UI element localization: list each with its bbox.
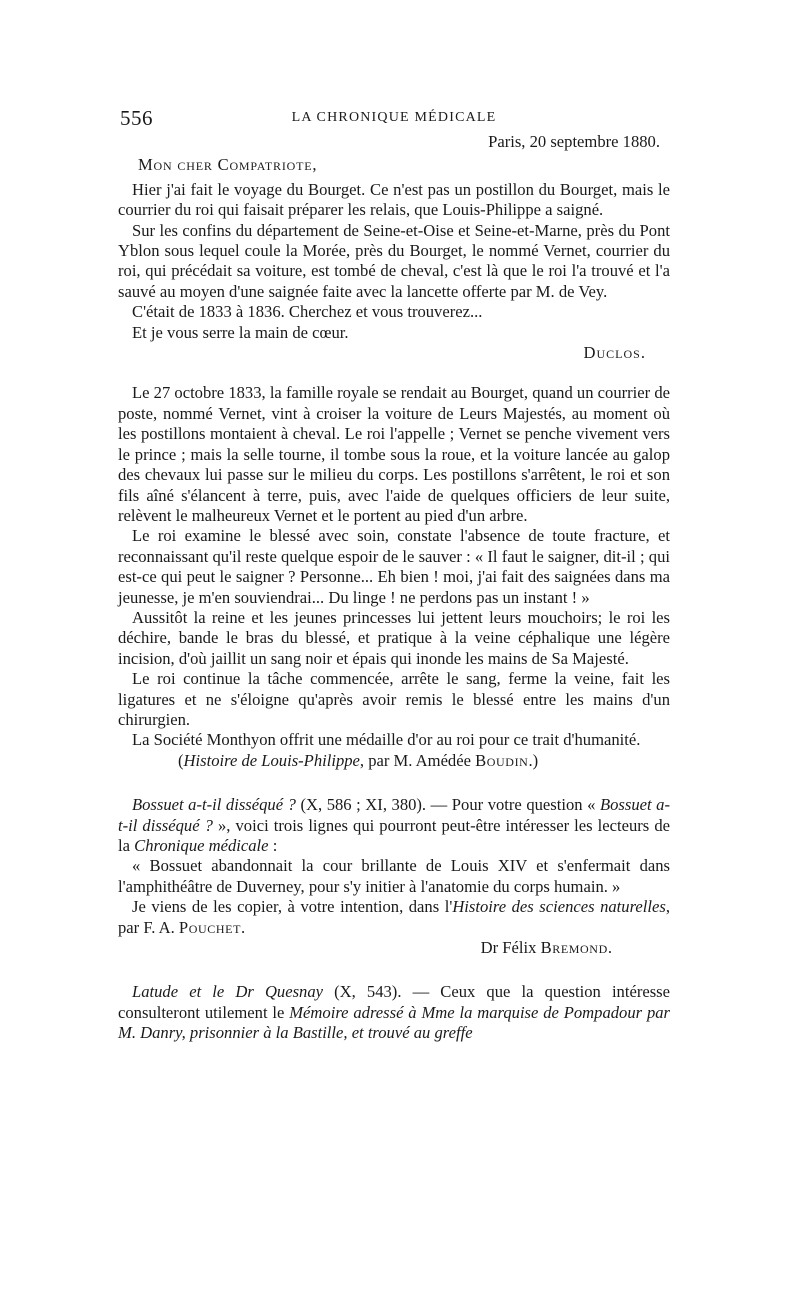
- running-title: LA CHRONIQUE MÉDICALE: [291, 110, 497, 125]
- letter-signature: Duclos.: [583, 343, 646, 363]
- page-number: 556: [120, 106, 153, 130]
- bossuet-title: Bossuet a-t-il disséqué ?: [132, 795, 296, 815]
- letter-paragraph: Hier j'ai fait le voyage du Bourget. Ce n'est pas un postillon du Bourget, mais le courrier du roi qui faisait préparer les relais, que Louis-Philippe a saigné.: [118, 179, 670, 220]
- narrative-paragraph: Le 27 octobre 1833, la famille royale se rendait au Bourget, quand un courrier de poste, nommé Vernet, vint à croiser la voiture de Leurs Majestés, au moment où les postillons montaient à cheval. Le roi l'appelle ; Vernet se penche vivement vers le prince ; mais la selle tourne, il tombe sous la roue, et la voiture lancée au galop des chevaux lui passe sur le milieu du corps. Les postillons s'arrêtent, le roi et son fils aîné s'élancent à terre, puis, avec l'aide de quelques officiers de leur suite, relèvent le malheureux Vernet et le portent au pied d'un arbre.: [118, 383, 670, 525]
- letter-paragraph: Et je vous serre la main de cœur.: [132, 322, 349, 342]
- page-body: [118, 132, 670, 1044]
- latude-entry: Latude et le Dr Quesnay (X, 543). — Ceux que la question intéresse consulteront utilement le Mémoire adressé à Mme la marquise de Pompadour par M. Danry, prisonnier à la Bastille, et trouvé au greffe: [118, 982, 670, 1043]
- latude-title: Latude et le Dr Quesnay: [132, 982, 324, 1002]
- bossuet-source: Je viens de les copier, à votre intention, dans l'Histoire des sciences naturelles, par F. A. Pouchet.: [118, 897, 670, 937]
- page-header: [120, 106, 668, 132]
- narrative-paragraph: Le roi examine le blessé avec soin, constate l'absence de toute fracture, et reconnaissant qu'il reste quelque espoir de le sauver : « Il faut le saigner, dit-il ; qui est-ce qui peut le saigner ? Personne... Eh bien ! moi, j'ai fait des saignées dans ma jeunesse, je m'en souviendrai... Du linge ! ne perdons pas un instant ! »: [118, 526, 670, 607]
- bossuet-signature: Dr Félix Bremond.: [480, 938, 612, 958]
- letter-paragraph: Sur les confins du département de Seine-et-Oise et Seine-et-Marne, près du Pont Yblon sous lequel coule la Morée, près du Bourget, le nommé Vernet, courrier du roi, qui précédait sa voiture, est tombé de cheval, c'est là que le roi l'a trouvé et l'a sauvé au moyen d'une saignée faite avec la lancette offerte par M. de Vey.: [118, 220, 670, 301]
- latude-memoire: Mémoire adressé à Mme la marquise de Pompadour par M. Danry, prisonnier à la Bastille, et trouvé au greffe: [118, 1002, 670, 1043]
- citation-title: Histoire de Louis-Philippe: [183, 750, 360, 770]
- citation-author: Boudin: [475, 750, 529, 770]
- bossuet-quote: « Bossuet abandonnait la cour brillante de Louis XIV et s'enfermait dans l'amphithéâtre de Duverney, pour s'y initier à l'anatomie du corps humain. »: [118, 856, 670, 896]
- letter-salutation: Mon cher Compatriote,: [138, 155, 318, 175]
- letter-paragraph: C'était de 1833 à 1836. Cherchez et vous trouverez...: [132, 302, 483, 322]
- journal-name: Chronique médicale: [134, 836, 269, 855]
- narrative-paragraph: La Société Monthyon offrit une médaille d'or au roi pour ce trait d'humanité.: [132, 730, 641, 750]
- narrative-paragraph: Le roi continue la tâche commencée, arrête le sang, ferme la veine, fait les ligatures et ne s'éloigne qu'après avoir remis le blessé entre les mains d'un chirurgien.: [118, 669, 670, 729]
- narrative-citation: (Histoire de Louis-Philippe, par M. Amédée Boudin.): [178, 750, 539, 770]
- letter-dateline: Paris, 20 septembre 1880.: [488, 132, 660, 151]
- narrative-paragraph: Aussitôt la reine et les jeunes princesses lui jettent leurs mouchoirs; le roi les déchire, bande le bras du blessé, et pratique à la veine céphalique une légère incision, d'où jaillit un sang noir et épais qui inonde les mains de Sa Majesté.: [118, 607, 670, 668]
- bossuet-entry: Bossuet a-t-il disséqué ? (X, 586 ; XI, 380). — Pour votre question « Bossuet a-t-il disséqué ? », voici trois lignes qui pourront peut-être intéresser les lecteurs de la Chronique médicale :: [118, 795, 670, 855]
